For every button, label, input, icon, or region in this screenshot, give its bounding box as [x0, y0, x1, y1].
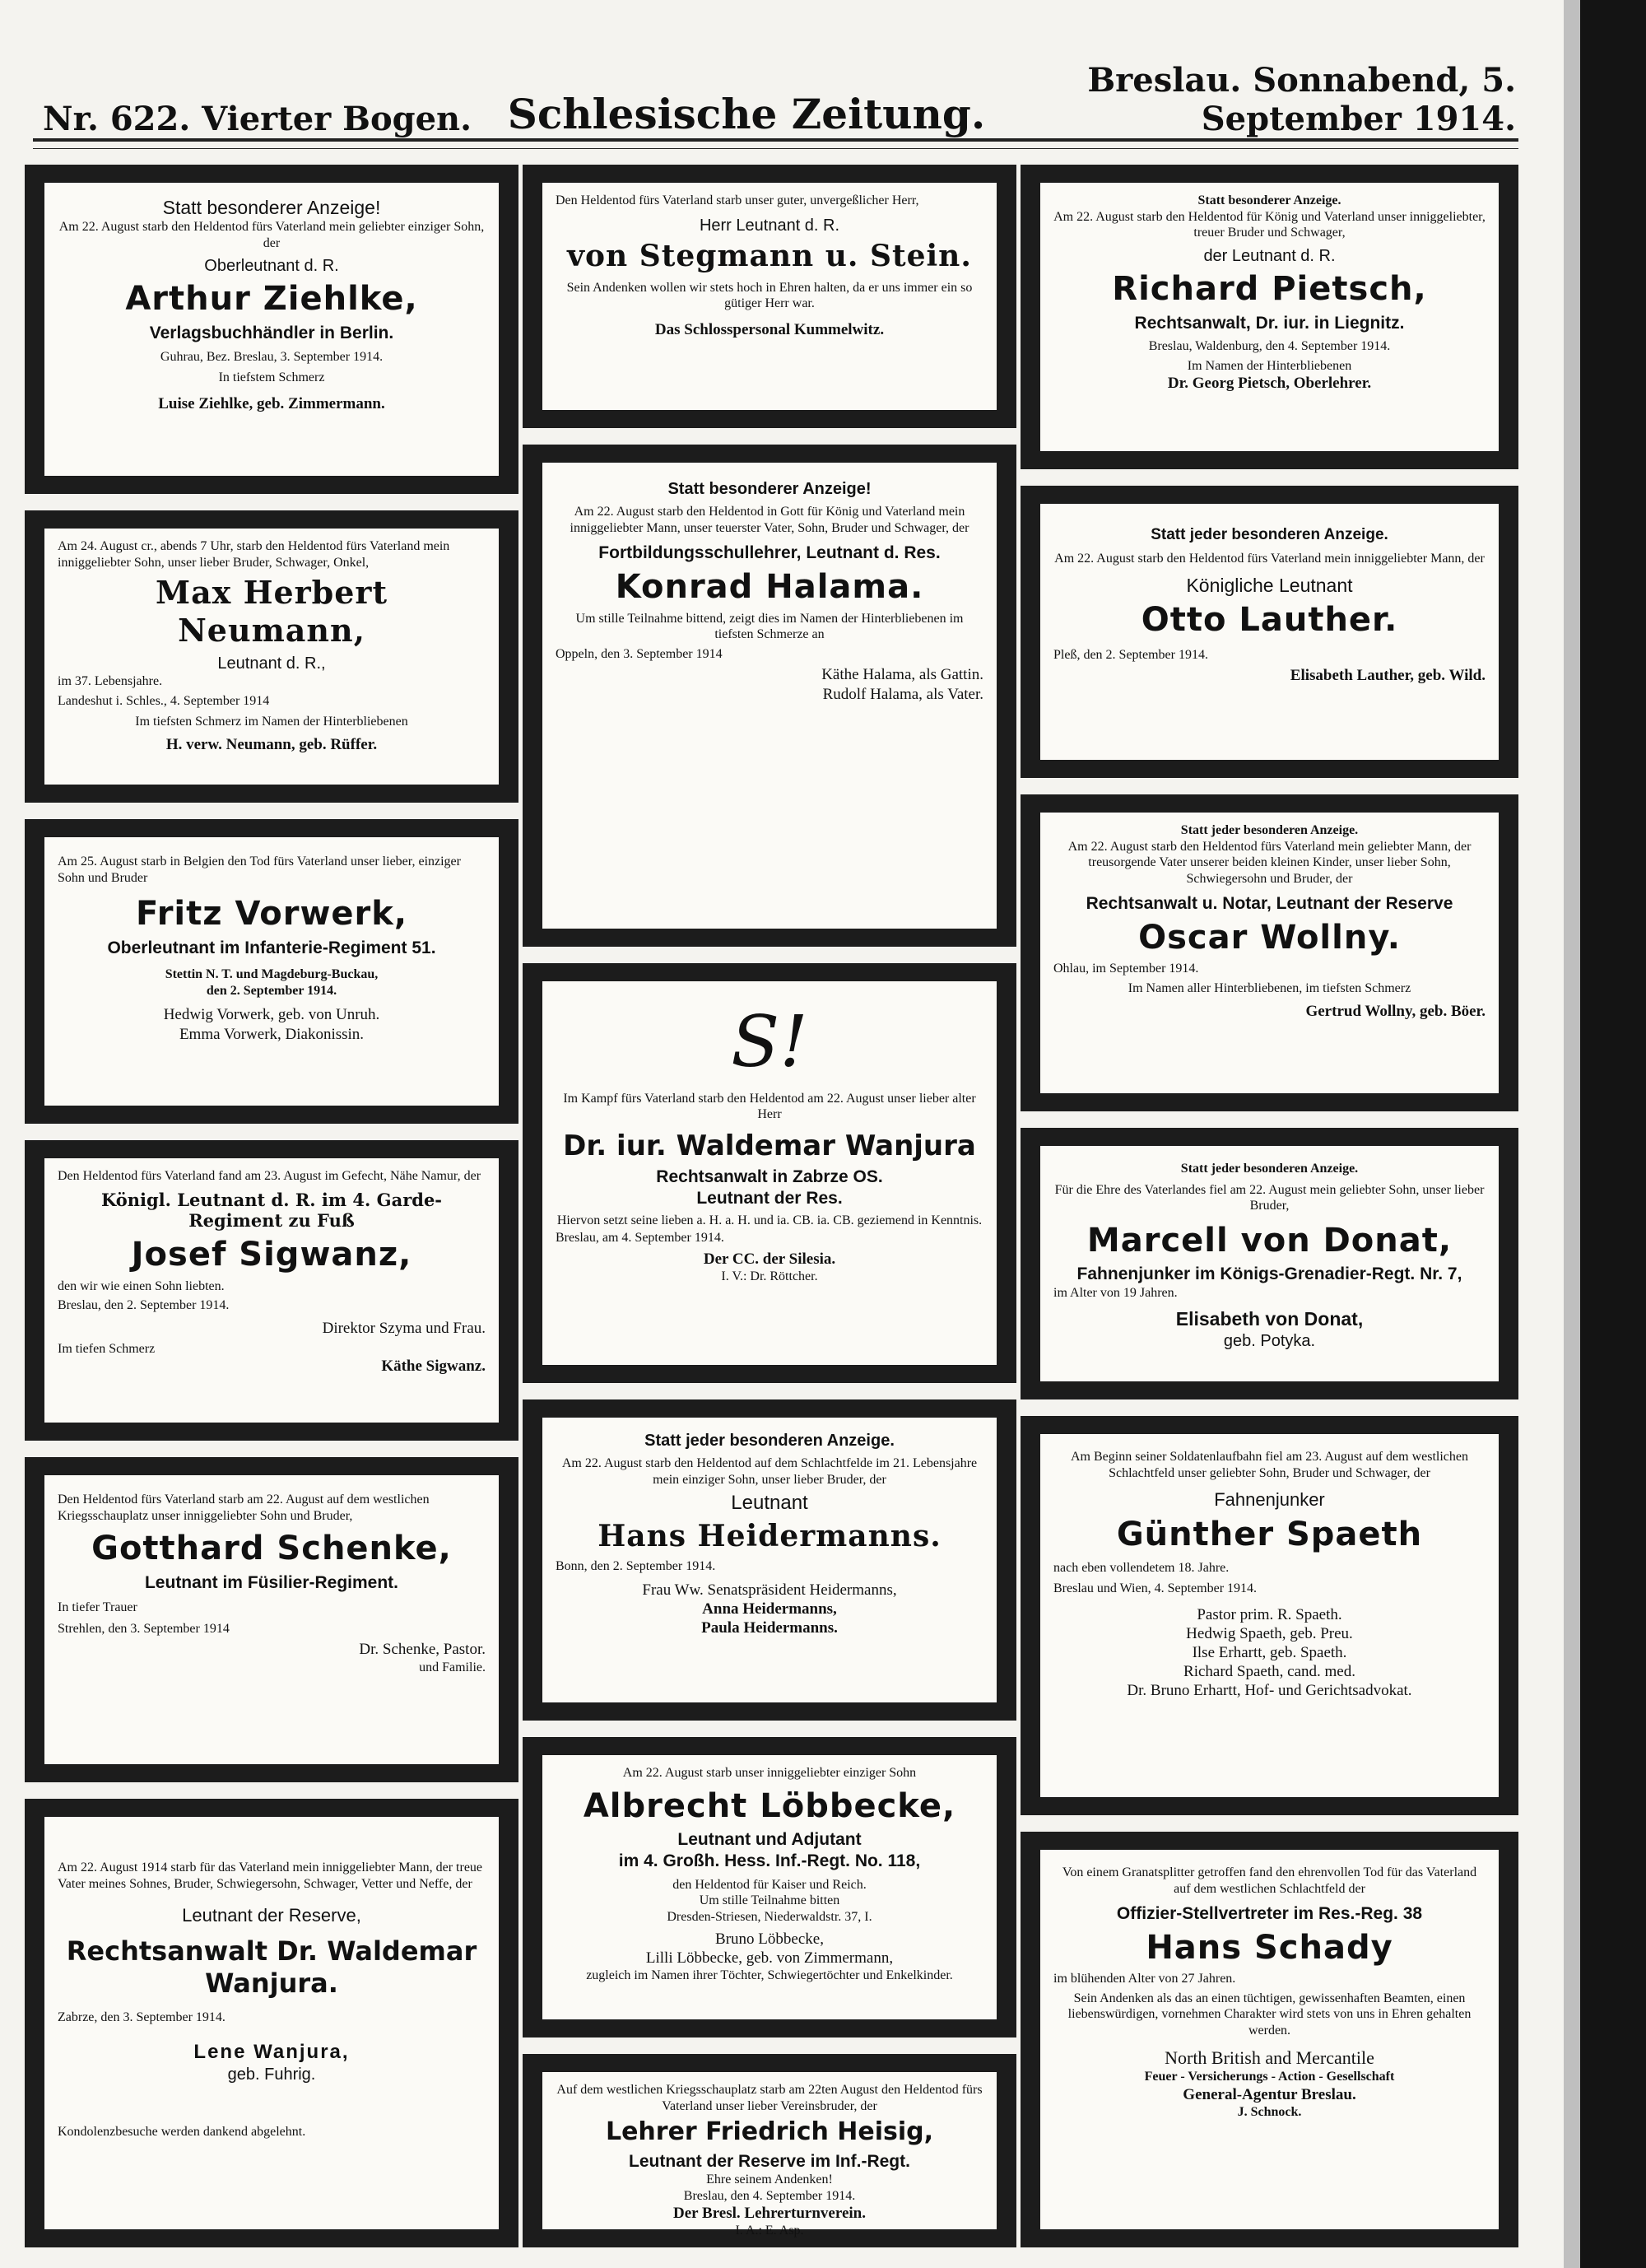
- notice-place-date: Zabrze, den 3. September 1914.: [58, 2010, 226, 2024]
- deceased-name: Fritz Vorwerk,: [135, 895, 408, 934]
- notice-rank: Fortbildungsschullehrer, Leutnant d. Res.: [598, 543, 941, 563]
- notice-heading: Statt besonderer Anzeige!: [667, 480, 872, 498]
- notice-signature: Luise Ziehlke, geb. Zimmermann.: [158, 394, 385, 412]
- notice-place: Dresden-Striesen, Niederwaldstr. 37, I.: [667, 1909, 872, 1924]
- notice-place-date: Pleß, den 2. September 1914.: [1053, 647, 1208, 662]
- notice-text: Am 22. August starb den Heldentod fürs Vaterland mein inniggeliebter Mann, der: [1054, 552, 1485, 566]
- notice-text: Den Heldentod fürs Vaterland fand am 23. August im Gefecht, Nähe Namur, der: [58, 1169, 481, 1183]
- notice-text: Auf dem westlichen Kriegsschauplatz starb am 22ten August den Heldentod fürs Vaterland unser lieber Vereinsbruder, der: [556, 2083, 983, 2113]
- notice-signature: Elisabeth Lauther, geb. Wild.: [1290, 667, 1486, 685]
- notice-signature: I. V.: Dr. Röttcher.: [721, 1269, 818, 1283]
- notice-signature: Hedwig Spaeth, geb. Preu.: [1186, 1624, 1353, 1642]
- masthead: [43, 61, 1516, 138]
- binding-edge: [1564, 0, 1580, 2268]
- notice-place-date: Breslau, Waldenburg, den 4. September 1914.: [1148, 339, 1391, 354]
- notice-text: Am 25. August starb in Belgien den Tod fürs Vaterland unser lieber, einziger Sohn und Bruder: [58, 855, 461, 885]
- notice-signature: Käthe Halama, als Gattin.: [821, 666, 983, 684]
- notice-place-date: Breslau, den 2. September 1914.: [58, 1298, 230, 1313]
- notice-text: Für die Ehre des Vaterlandes fiel am 22. August mein geliebter Sohn, unser lieber Bruder,: [1054, 1182, 1485, 1213]
- deceased-name: Max Herbert Neumann,: [156, 574, 388, 650]
- notice-mourning: Im tiefsten Schmerz im Namen der Hinterbliebenen: [135, 715, 408, 729]
- binding-spine: [1580, 0, 1646, 2268]
- notice-text: Am 22. August starb den Heldentod in Gott für König und Vaterland mein inniggeliebter Mann, unser teuerster Vater, Sohn, Bruder und Schwager, der: [570, 505, 969, 535]
- deceased-name: von Stegmann u. Stein.: [567, 238, 972, 273]
- obituary-loebbecke: [523, 1737, 1016, 2037]
- notice-signature: Feuer - Versicherungs - Action - Gesellschaft: [1144, 2070, 1395, 2084]
- notice-text: Am 22. August 1914 starb für das Vaterland mein inniggeliebter Mann, der treue Vater meines Sohnes, Bruder, Schwiegersohn, Schwager, Vetter und Neffe, der: [58, 1861, 483, 1891]
- notice-rank: Leutnant: [731, 1492, 808, 1515]
- notice-signature: Dr. Schenke, Pastor.: [359, 1641, 486, 1659]
- notice-signature: Das Schlosspersonal Kummelwitz.: [654, 320, 885, 338]
- notice-heading: Statt besonderer Anzeige!: [162, 197, 381, 218]
- deceased-name: Günther Spaeth: [1116, 1515, 1423, 1553]
- notice-mourning: In tiefstem Schmerz: [218, 370, 325, 385]
- notice-text: den wir wie einen Sohn liebten.: [58, 1278, 225, 1293]
- notice-text: Sein Andenken als das an einen tüchtigen, gewissenhaften Beamten, einen liebenswürdigen, vornehmen Charakter wird stets von uns in Ehren gehalten werden.: [1067, 1991, 1472, 2037]
- notice-signature: Der CC. der Silesia.: [703, 1250, 836, 1268]
- obituary-schady: [1021, 1832, 1518, 2247]
- issue-date: Breslau. Sonnabend, 5. September 1914.: [1087, 61, 1516, 138]
- obituary-wanjura-silesia: [523, 963, 1016, 1383]
- notice-place: Stettin N. T. und Magdeburg-Buckau,: [165, 967, 379, 982]
- notice-signature: geb. Potyka.: [1223, 1331, 1316, 1350]
- notice-heading: Statt jeder besonderen Anzeige.: [644, 1432, 895, 1450]
- notice-place-date: Breslau, den 4. September 1914.: [683, 2188, 856, 2203]
- obituary-pietsch: [1021, 165, 1518, 469]
- notice-rank: Königl. Leutnant d. R. im 4. Garde-Regiment zu Fuß: [100, 1189, 443, 1232]
- notice-signature: Gertrud Wollny, geb. Böer.: [1305, 1002, 1486, 1020]
- issue-number: Nr. 622. Vierter Bogen.: [43, 100, 472, 138]
- notice-rank: Oberleutnant d. R.: [204, 257, 339, 276]
- notice-signature: und Familie.: [419, 1660, 486, 1674]
- notice-occupation: Verlagsbuchhändler in Berlin.: [149, 324, 394, 343]
- notice-signature: Der Bresl. Lehrerturnverein.: [673, 2205, 866, 2223]
- notice-rank: Leutnant d. R.,: [217, 654, 326, 673]
- deceased-name: Lehrer Friedrich Heisig,: [605, 2117, 934, 2147]
- notice-text: Von einem Granatsplitter getroffen fand den ehrenvollen Tod für das Vaterland auf dem westlichen Schlachtfeld der: [1062, 1865, 1477, 1896]
- notice-mourning: In tiefer Trauer: [58, 1600, 137, 1615]
- notice-place-date: Breslau und Wien, 4. September 1914.: [1053, 1581, 1258, 1596]
- notice-rank: Leutnant im Füsilier-Regiment.: [144, 1572, 399, 1592]
- deceased-name: Arthur Ziehlke,: [125, 280, 418, 319]
- notice-rank: Leutnant der Reserve,: [182, 1905, 361, 1926]
- notice-rank: Rechtsanwalt u. Notar, Leutnant der Reserve: [1086, 894, 1453, 914]
- notice-text: Am 22. August starb den Heldentod auf dem Schlachtfelde im 21. Lebensjahre mein einziger Sohn, unser lieber Bruder, der: [561, 1456, 978, 1487]
- notice-text: Hiervon setzt seine lieben a. H. a. H. und ia. CB. ia. CB. geziemend in Kenntnis.: [556, 1213, 983, 1227]
- notice-age: im Alter von 19 Jahren.: [1053, 1285, 1178, 1300]
- notice-signature: Paula Heidermanns.: [701, 1619, 838, 1637]
- newspaper-title: Schlesische Zeitung.: [507, 90, 986, 138]
- deceased-name: Gotthard Schenke,: [91, 1530, 452, 1568]
- obituary-spaeth: [1021, 1416, 1518, 1815]
- notice-signature: Pastor prim. R. Spaeth.: [1197, 1605, 1342, 1623]
- notice-text: Um stille Teilnahme bittend, zeigt dies im Namen der Hinterbliebenen im tiefsten Schmerze an: [575, 611, 964, 642]
- notice-signature: North British and Mercantile: [1165, 2047, 1374, 2068]
- deceased-name: Otto Lauther.: [1141, 600, 1398, 639]
- notice-rank: Fahnenjunker im Königs-Grenadier-Regt. Nr. 7,: [1076, 1264, 1462, 1284]
- notice-text: Am 24. August cr., abends 7 Uhr, starb den Heldentod fürs Vaterland mein inniggeliebter Sohn, unser lieber Bruder, Schwager, Onkel,: [58, 539, 450, 570]
- notice-signature: Richard Spaeth, cand. med.: [1183, 1663, 1355, 1681]
- obituary-donat: [1021, 1128, 1518, 1399]
- notice-mourning: Im Namen aller Hinterbliebenen, im tiefsten Schmerz: [1128, 980, 1411, 995]
- notice-signature: Rudolf Halama, als Vater.: [822, 685, 983, 703]
- obituary-halama: [523, 445, 1016, 947]
- notice-rank: Fahnenjunker: [1214, 1489, 1325, 1511]
- notice-signature: Frau Ww. Senatspräsident Heidermanns,: [642, 1581, 897, 1600]
- deceased-name: Marcell von Donat,: [1086, 1221, 1453, 1260]
- notice-text: Sein Andenken wollen wir stets hoch in Ehren halten, da er uns immer ein so gütiger Herr war.: [566, 280, 973, 311]
- notice-place-date: Breslau, am 4. September 1914.: [556, 1231, 724, 1246]
- notice-signature: J. Schnock.: [1237, 2105, 1302, 2120]
- notice-rank: Leutnant und Adjutant: [677, 1830, 862, 1850]
- notice-place-date: Strehlen, den 3. September 1914: [58, 1621, 230, 1636]
- notice-text: Am 22. August starb den Heldentod fürs Vaterland mein geliebter einziger Sohn, der: [58, 220, 485, 250]
- notice-signature: Ilse Erhartt, geb. Spaeth.: [1192, 1644, 1347, 1662]
- obituary-wanjura-wife: [25, 1799, 518, 2247]
- notice-text: Um stille Teilnahme bitten: [699, 1893, 840, 1908]
- notice-signature: General-Agentur Breslau.: [1183, 2085, 1356, 2103]
- notice-text: Im Kampf fürs Vaterland starb den Heldentod am 22. August unser lieber alter Herr: [563, 1091, 976, 1122]
- notice-age: im blühenden Alter von 27 Jahren.: [1053, 1972, 1236, 1986]
- obituary-ziehlke: [25, 165, 518, 494]
- notice-signature: Lilli Löbbecke, geb. von Zimmermann,: [645, 1949, 894, 1968]
- notice-text: Am 22. August starb unser inniggeliebter einziger Sohn: [622, 1766, 917, 1780]
- notice-heading: Statt jeder besonderen Anzeige.: [1151, 526, 1388, 543]
- notice-signature: Direktor Szyma und Frau.: [322, 1319, 486, 1337]
- deceased-name: Oscar Wollny.: [1138, 918, 1401, 957]
- notice-text: den Heldentod für Kaiser und Reich.: [672, 1877, 867, 1892]
- masthead-rule: [33, 138, 1518, 149]
- notice-occupation: Rechtsanwalt, Dr. iur. in Liegnitz.: [1134, 313, 1405, 333]
- obituary-sigwanz: [25, 1140, 518, 1441]
- notice-signature: Dr. Bruno Erhartt, Hof- und Gerichtsadvokat.: [1127, 1682, 1412, 1700]
- notice-place-date: Guhrau, Bez. Breslau, 3. September 1914.: [160, 349, 384, 364]
- notice-signature: Käthe Sigwanz.: [381, 1358, 486, 1376]
- notice-rank: Herr Leutnant d. R.: [699, 216, 840, 235]
- notice-heading: Statt besonderer Anzeige.: [1197, 193, 1341, 207]
- obituary-schenke: [25, 1457, 518, 1782]
- obituary-heidermanns: [523, 1399, 1016, 1721]
- deceased-name: Josef Sigwanz,: [131, 1235, 412, 1274]
- deceased-name: Hans Heidermanns.: [597, 1518, 942, 1553]
- notice-text: zugleich im Namen ihrer Töchter, Schwiegertöchter und Enkelkinder.: [586, 1968, 953, 1983]
- notice-signature: Hedwig Vorwerk, geb. von Unruh.: [163, 1006, 380, 1024]
- notice-mourning: Im tiefen Schmerz: [58, 1341, 156, 1356]
- notice-occupation: Rechtsanwalt in Zabrze OS.: [656, 1167, 883, 1187]
- notice-rank: Offizier-Stellvertreter im Res.-Reg. 38: [1116, 1904, 1423, 1924]
- deceased-name: Richard Pietsch,: [1112, 269, 1427, 308]
- notice-rank: Leutnant der Res.: [696, 1189, 843, 1209]
- obituary-heisig: [523, 2054, 1016, 2247]
- notice-heading: Statt jeder besonderen Anzeige.: [1180, 823, 1359, 837]
- notice-signature: Anna Heidermanns,: [702, 1600, 837, 1618]
- notice-rank: Königliche Leutnant: [1186, 574, 1353, 596]
- notice-place-date: Ohlau, im September 1914.: [1053, 962, 1199, 976]
- notice-footnote: Kondolenzbesuche werden dankend abgelehnt.: [58, 2125, 306, 2140]
- notice-text: Ehre seinem Andenken!: [706, 2173, 833, 2187]
- notice-heading: Statt jeder besonderen Anzeige.: [1180, 1162, 1359, 1176]
- notice-rank: Oberleutnant im Infanterie-Regiment 51.: [107, 938, 436, 957]
- notice-rank: der Leutnant d. R.: [1203, 246, 1336, 265]
- deceased-name: Hans Schady: [1146, 1928, 1393, 1967]
- notice-signature: H. verw. Neumann, geb. Rüffer.: [165, 735, 378, 753]
- notice-text: Am 22. August starb den Heldentod fürs Vaterland mein geliebter Mann, der treusorgende Vater unserer beiden kleinen Kinder, unser lieber Sohn, Schwiegersohn und Bruder, der: [1067, 839, 1472, 886]
- notice-signature: Elisabeth von Donat,: [1175, 1308, 1364, 1330]
- notice-text: Am Beginn seiner Soldatenlaufbahn fiel am 23. August auf dem westlichen Schlachtfeld unser geliebter Sohn, Bruder und Schwager, der: [1071, 1450, 1468, 1480]
- notice-place-date: Landeshut i. Schles., 4. September 1914: [58, 693, 270, 708]
- notice-text: Am 22. August starb den Heldentod für König und Vaterland unser inniggeliebter, treuer Bruder und Schwager,: [1053, 209, 1486, 240]
- notice-signature: Dr. Georg Pietsch, Oberlehrer.: [1167, 375, 1372, 393]
- deceased-name: Dr. iur. Waldemar Wanjura: [563, 1129, 976, 1162]
- notice-signature: Emma Vorwerk, Diakonissin.: [179, 1025, 365, 1043]
- notice-rank: Leutnant der Reserve im Inf.-Regt.: [629, 2151, 910, 2171]
- notice-rank: im 4. Großh. Hess. Inf.-Regt. No. 118,: [618, 1851, 921, 1870]
- deceased-name: Konrad Halama.: [615, 568, 924, 607]
- obituary-vorwerk: [25, 819, 518, 1124]
- notice-signature: geb. Fuhrig.: [227, 2065, 316, 2084]
- notice-signature: Bruno Löbbecke,: [715, 1930, 824, 1949]
- notice-date: den 2. September 1914.: [206, 983, 337, 998]
- obituary-neumann: [25, 510, 518, 803]
- obituary-lauther: [1021, 486, 1518, 778]
- notice-signature: Lene Wanjura,: [193, 2041, 350, 2064]
- notice-mourning: Im Namen der Hinterbliebenen: [1187, 358, 1352, 373]
- notice-age: im 37. Lebensjahre.: [58, 674, 163, 689]
- notice-signature: I. A.: E. Asp.: [735, 2224, 804, 2238]
- notice-place-date: Bonn, den 2. September 1914.: [556, 1558, 716, 1573]
- fraternity-monogram: S!: [731, 1001, 808, 1083]
- notice-text: Den Heldentod fürs Vaterland starb am 22. August auf dem westlichen Kriegsschauplatz unser inniggeliebter Sohn und Bruder,: [58, 1493, 430, 1523]
- obituary-wollny: [1021, 794, 1518, 1111]
- deceased-name: Rechtsanwalt Dr. Waldemar Wanjura.: [66, 1935, 477, 1999]
- notice-text: Den Heldentod fürs Vaterland starb unser guter, unvergeßlicher Herr,: [556, 193, 919, 207]
- obituary-stegmann-stein: [523, 165, 1016, 428]
- notice-age: nach eben vollendetem 18. Jahre.: [1053, 1560, 1230, 1575]
- deceased-name: Albrecht Löbbecke,: [583, 1786, 956, 1825]
- notice-place-date: Oppeln, den 3. September 1914: [556, 646, 723, 661]
